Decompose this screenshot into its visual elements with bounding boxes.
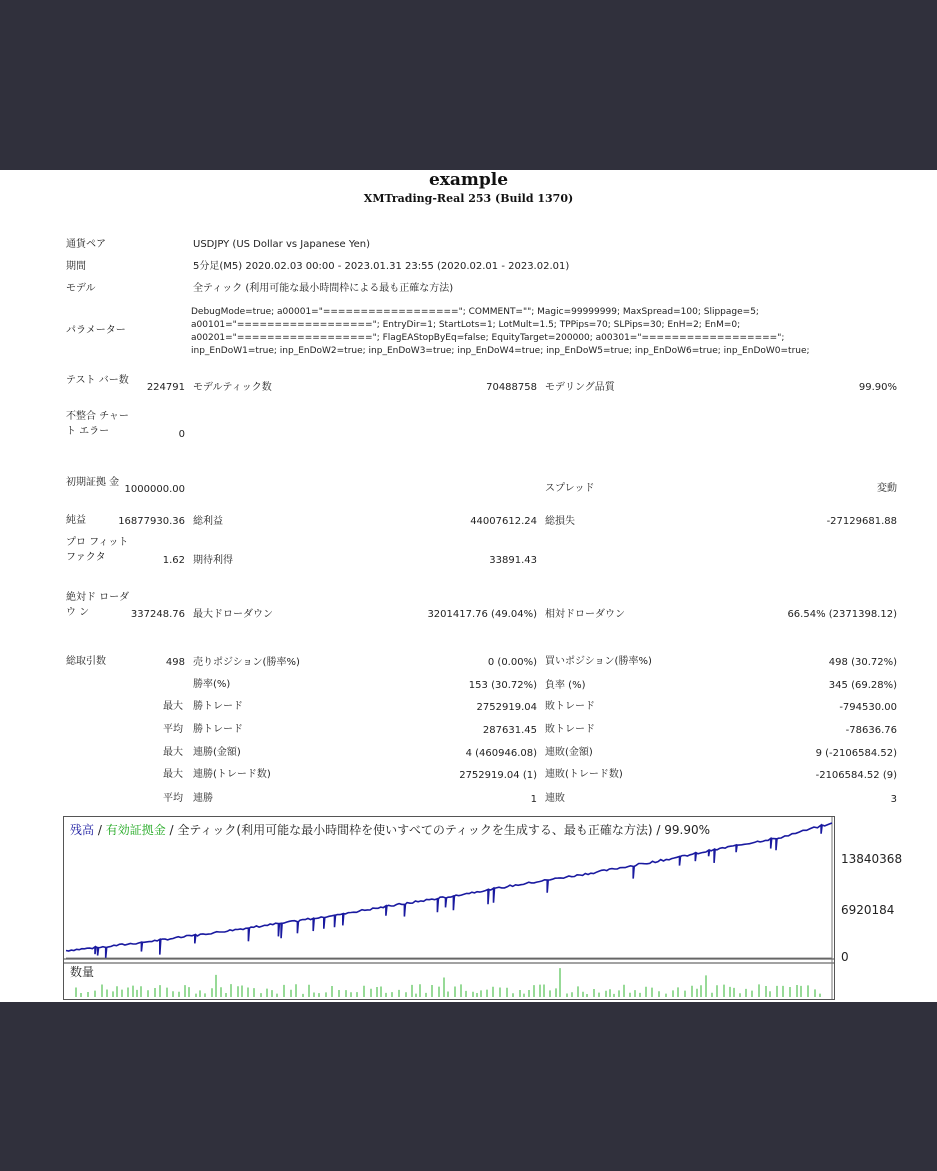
- series-line-balance: [66, 823, 832, 958]
- avg-loss-trade-value: -78636.76: [845, 725, 897, 736]
- legend-equity: 有効証拠金: [105, 823, 166, 837]
- bars-value: 224791: [146, 382, 185, 393]
- bars-label: テスト バー数: [66, 375, 129, 386]
- param-line: inp_EnDoW1=true; inp_EnDoW2=true; inp_EnDoW3=true; inp_EnDoW4=true; inp_EnDoW5=true; inp_EnDoW6=true; inp_EnDoW0=true;: [191, 346, 810, 356]
- period-value: 5分足(M5) 2020.02.03 00:00 - 2023.01.31 23:55 (2020.02.01 - 2023.02.01): [193, 261, 570, 272]
- cons-wins-amt-label: 連勝(金額): [193, 747, 241, 758]
- max-loss-trade-value: -794530.00: [839, 702, 897, 713]
- loss-rate-value: 345 (69.28%): [828, 680, 897, 691]
- params-value: [191, 306, 810, 358]
- win-rate-label: 勝率(%): [193, 679, 231, 690]
- expected-payoff-value: 33891.43: [489, 555, 537, 566]
- rel-dd-value: 66.54% (2371398.12): [787, 609, 897, 620]
- profit-factor-label: プロ フィット ファクタ: [66, 537, 129, 563]
- spread-label: スプレッド: [545, 483, 595, 494]
- model-value: 全ティック (利用可能な最小時間枠による最も正確な方法): [193, 283, 454, 294]
- balance-chart-svg: [64, 817, 834, 999]
- short-pos-value: 0 (0.00%): [487, 657, 537, 668]
- report-title: example: [428, 170, 509, 190]
- mismatch-label: 不整合 チャート エラー: [66, 411, 129, 437]
- gross-loss-value: -27129681.88: [826, 516, 897, 527]
- avg-win-trade-label: 勝トレード: [193, 724, 243, 735]
- short-pos-label: 売りポジション(勝率%): [193, 657, 300, 668]
- param-line: a00101="=================="; EntryDir=1; StartLots=1; LotMult=1.5; TPPips=70; SLPips=30; EnH=2; EnM=0;: [191, 320, 741, 330]
- net-profit-value: 16877930.36: [118, 516, 185, 527]
- profit-factor-value: 1.62: [162, 555, 185, 566]
- initial-deposit-label: 初期証拠 金: [66, 477, 120, 488]
- backtest-report: [0, 170, 937, 1002]
- avg-wins-value: 1: [530, 794, 537, 805]
- total-trades-value: 498: [165, 657, 185, 668]
- volume-label: 数量: [70, 965, 95, 979]
- gross-profit-value: 44007612.24: [470, 516, 537, 527]
- mismatch-value: 0: [178, 429, 185, 440]
- params-label: パラメーター: [66, 325, 126, 336]
- modeling-quality-value: 99.90%: [858, 382, 897, 393]
- avg-losses-value: 3: [890, 794, 897, 805]
- modeling-quality-label: モデリング品質: [545, 382, 615, 393]
- legend-separator: /: [94, 823, 106, 837]
- report-subtitle: XMTrading-Real 253 (Build 1370): [363, 192, 574, 205]
- balance-chart: [63, 816, 903, 1000]
- legend-balance: 残高: [70, 823, 95, 837]
- long-pos-label: 買いポジション(勝率%): [545, 656, 652, 667]
- max-win-trade-value: 2752919.04: [476, 702, 537, 713]
- y-tick-label: 13840368: [841, 852, 903, 866]
- param-line: DebugMode=true; a00001="=================="; COMMENT=""; Magic=99999999; MaxSpread=100; Slippage=5;: [191, 307, 759, 317]
- pair-label: 通貨ペア: [66, 239, 106, 250]
- legend-description: / 全ティック(利用可能な最小時間枠を使いすべてのティックを生成する、最も正確な方法) / 99.90%: [165, 823, 711, 837]
- y-tick-label: 0: [841, 950, 849, 964]
- avg-wins-label: 連勝: [193, 793, 213, 804]
- y-tick-label: 6920184: [841, 903, 895, 917]
- max-dd-value: 3201417.76 (49.04%): [427, 609, 537, 620]
- win-rate-value: 153 (30.72%): [468, 680, 537, 691]
- initial-deposit-value: 1000000.00: [124, 484, 185, 495]
- pair-value: USDJPY (US Dollar vs Japanese Yen): [193, 239, 371, 250]
- max-label: 最大: [163, 701, 183, 712]
- max-label: 最大: [163, 769, 183, 780]
- total-trades-label: 総取引数: [66, 656, 106, 667]
- spread-value: 変動: [877, 483, 897, 494]
- max-win-trade-label: 勝トレード: [193, 701, 243, 712]
- abs-dd-label: 絶対ド ローダウ ン: [66, 592, 130, 618]
- avg-label: 平均: [163, 793, 183, 804]
- avg-losses-label: 連敗: [545, 793, 565, 804]
- cons-losses-amt-label: 連敗(金額): [545, 747, 593, 758]
- chart-legend: [70, 821, 710, 838]
- loss-rate-label: 負率 (%): [545, 680, 586, 691]
- net-profit-label: 純益: [66, 515, 86, 526]
- model-label: モデル: [66, 283, 96, 294]
- cons-wins-cnt-value: 2752919.04 (1): [459, 770, 537, 781]
- max-dd-label: 最大ドローダウン: [193, 609, 273, 620]
- cons-wins-cnt-label: 連勝(トレード数): [193, 769, 271, 780]
- expected-payoff-label: 期待利得: [193, 555, 233, 566]
- param-line: a00201="=================="; FlagEAStopByEq=false; EquityTarget=200000; a00301="==================";: [191, 333, 785, 343]
- avg-label: 平均: [163, 724, 183, 735]
- rel-dd-label: 相対ドローダウン: [545, 609, 625, 620]
- long-pos-value: 498 (30.72%): [828, 657, 897, 668]
- model-ticks-value: 70488758: [486, 382, 537, 393]
- gross-loss-label: 総損失: [545, 516, 575, 527]
- max-label: 最大: [163, 747, 183, 758]
- avg-loss-trade-label: 敗トレード: [545, 724, 595, 735]
- avg-win-trade-value: 287631.45: [482, 725, 537, 736]
- max-loss-trade-label: 敗トレード: [545, 701, 595, 712]
- cons-losses-amt-value: 9 (-2106584.52): [815, 748, 897, 759]
- abs-dd-value: 337248.76: [130, 609, 185, 620]
- cons-losses-cnt-value: -2106584.52 (9): [815, 770, 897, 781]
- period-label: 期間: [66, 261, 86, 272]
- cons-losses-cnt-label: 連敗(トレード数): [545, 769, 623, 780]
- cons-wins-amt-value: 4 (460946.08): [465, 748, 537, 759]
- gross-profit-label: 総利益: [193, 516, 223, 527]
- model-ticks-label: モデルティック数: [193, 382, 272, 393]
